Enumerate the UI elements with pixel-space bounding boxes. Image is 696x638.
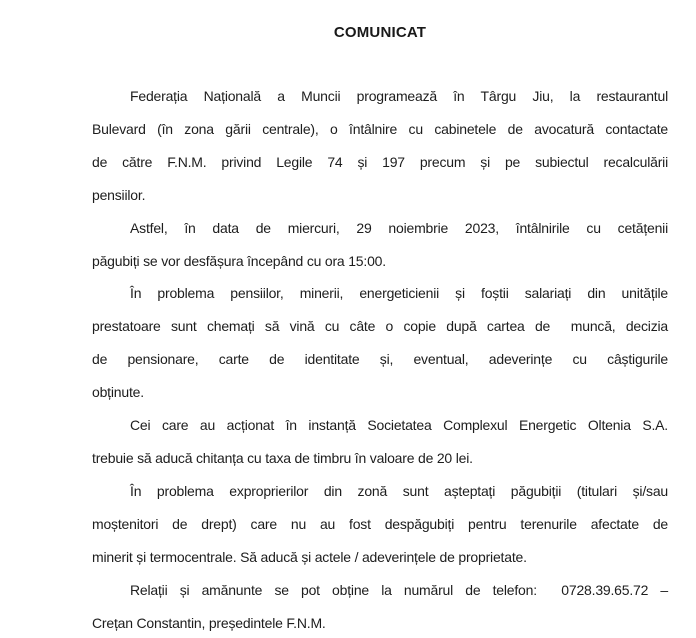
text-line: de către F.N.M. privind Legile 74 și 197 precum și pe subiectul recalculării [92, 153, 668, 170]
text-line: prestatoare sunt chemați să vină cu câte o copie după cartea de muncă, decizia [92, 318, 668, 335]
text-line: trebuie să aducă chitanța cu taxa de timbru în valoare de 20 lei. [92, 449, 473, 466]
text-line: Relații și amănunte se pot obține la numărul de telefon: 0728.39.65.72 – [130, 581, 668, 598]
paragraph [92, 574, 668, 638]
text-line: Crețan Constantin, președintele F.N.M. [92, 614, 326, 631]
text-line: În problema exproprierilor din zonă sunt așteptați păgubiții (titulari și/sau [130, 482, 668, 499]
paragraph [92, 212, 668, 278]
paragraph [92, 409, 668, 475]
document-body [92, 80, 668, 638]
paragraph [92, 277, 668, 409]
text-line: păgubiți se vor desfășura începând cu ora 15:00. [92, 252, 386, 269]
text-line: Astfel, în data de miercuri, 29 noiembrie 2023, întâlnirile cu cetățenii [130, 219, 668, 236]
text-line: În problema pensiilor, minerii, energeticienii și foștii salariați din unitățile [130, 285, 668, 302]
paragraph [92, 80, 668, 212]
text-line: minerit și termocentrale. Să aducă și actele / adeverințele de proprietate. [92, 548, 527, 565]
paragraph [92, 475, 668, 574]
text-line: Bulevard (în zona gării centrale), o întâlnire cu cabinetele de avocatură contactate [92, 120, 668, 137]
text-line: pensiilor. [92, 186, 146, 203]
text-line: de pensionare, carte de identitate și, eventual, adeverințe cu câștigurile [92, 351, 668, 368]
document-title: COMUNICAT [333, 24, 427, 41]
text-line: obținute. [92, 384, 144, 401]
text-line: Cei care au acționat în instanță Societatea Complexul Energetic Oltenia S.A. [130, 417, 668, 434]
text-line: Federația Națională a Muncii programează în Târgu Jiu, la restaurantul [130, 88, 668, 104]
text-line: moștenitori de drept) care nu au fost despăgubiți pentru terenurile afectate de [92, 515, 668, 532]
